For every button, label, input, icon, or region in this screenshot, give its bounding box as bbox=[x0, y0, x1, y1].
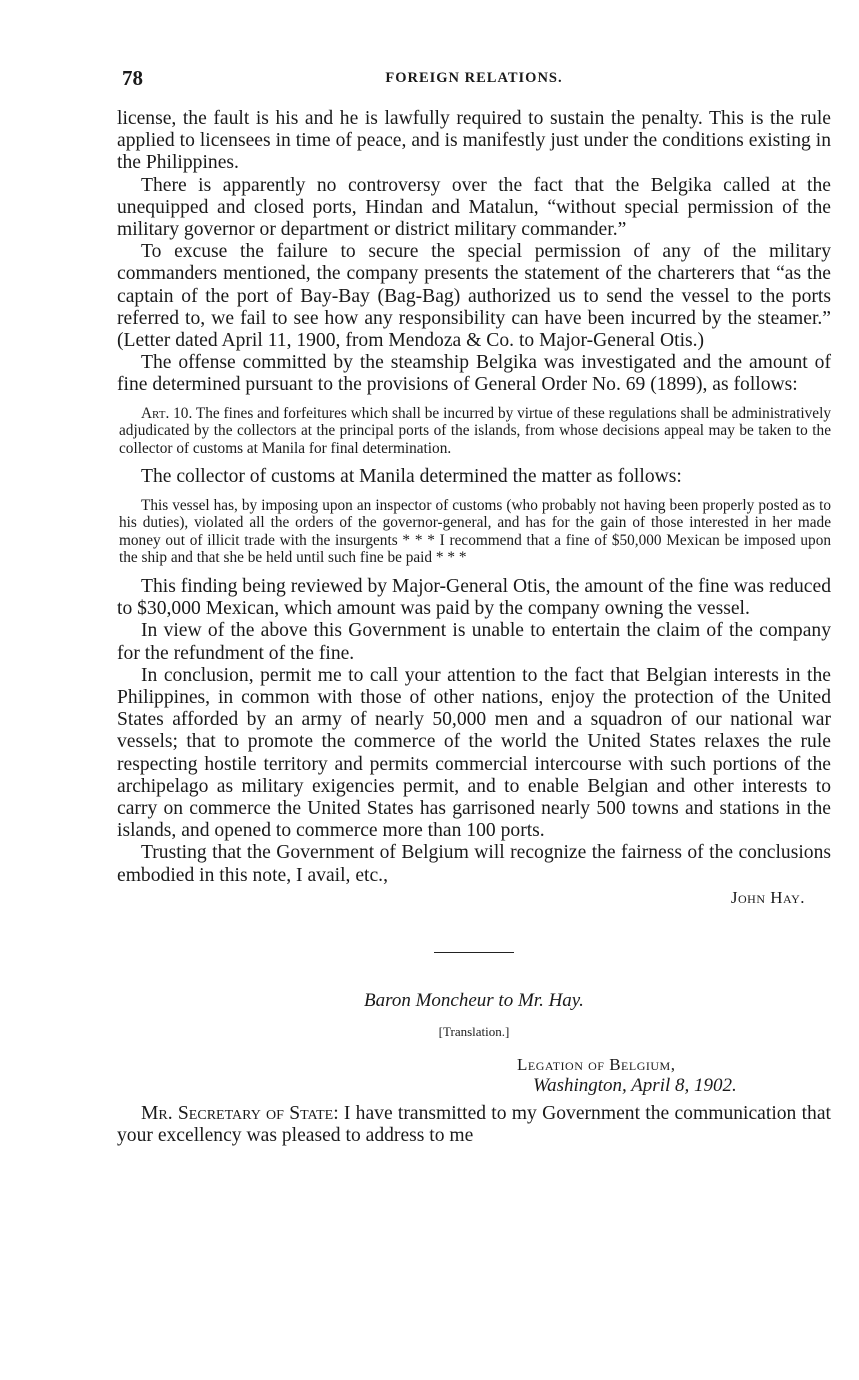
salutation: Mr. Secretary of State: bbox=[141, 1102, 339, 1124]
translation-note: [Translation.] bbox=[438, 1023, 510, 1039]
paragraph: In conclusion, permit me to call your attention to the fact that Belgian interests in the Philippines, in common with those of other nations, enjoy the protection of the United States afforded by an army of nearly 50,000 men and a squadron of our national war vessels; that to promote the commerce of the world the United States relaxes the rule respecting hostile territory and permits commercial intercourse with such portions of the archipelago as military exigencies permit, and to enable Belgian and other interests to carry on commerce the United States has garrisoned nearly 500 towns and stations in the islands, and opened to commerce more than 100 ports. bbox=[117, 664, 831, 842]
letter-text: I have transmitted to my Government the communication that your excellency was pleased to address to me bbox=[117, 1102, 831, 1147]
signature: John Hay. bbox=[730, 887, 805, 907]
legation-line: Legation of Belgium, bbox=[517, 1054, 676, 1074]
block-quote-collector: This vessel has, by imposing upon an inspector of customs (who probably not having been properly posted as to his duties), violated all the orders of the governor-general, and has for the gain of those interested in her made money out of illicit trade with the insurgents * * * I recommend that a fine of $50,000 Mexican be imposed upon the ship and that she be held until such fine be paid * * * bbox=[119, 496, 831, 567]
dateline: Washington, April 8, 1902. bbox=[533, 1074, 737, 1096]
paragraph: To excuse the failure to secure the special permission of any of the military commanders mentioned, the company presents the statement of the charterers that “as the captain of the port of Bay-Bay (Bag-Bag) authorized us to send the vessel to the ports referred to, we fail to see how any responsibility can have been incurred by the steamer.” (Letter dated April 11, 1900, from Mendoza & Co. to Major-General Otis.) bbox=[117, 241, 831, 352]
section-divider bbox=[434, 952, 514, 953]
paragraph: Trusting that the Government of Belgium will recognize the fairness of the conclusions embodied in this note, I avail, etc., bbox=[117, 842, 831, 886]
letter-opening-paragraph bbox=[117, 1103, 831, 1147]
block-quote-article bbox=[119, 405, 831, 458]
paragraph: license, the fault is his and he is lawfully required to sustain the penalty. This is the rule applied to licensees in time of peace, and is manifestly just under the conditions existing in the Philippines. bbox=[117, 108, 831, 174]
running-head: FOREIGN RELATIONS. bbox=[385, 70, 563, 86]
page-number: 78 bbox=[122, 66, 143, 90]
paragraph: There is apparently no controversy over the fact that the Belgika called at the unequipped and closed ports, Hindan and Matalun, “without special permission of the military governor or department or district military commander.” bbox=[117, 174, 831, 241]
paragraph: The offense committed by the steamship Belgika was investigated and the amount of fine determined pursuant to the provisions of General Order No. 69 (1899), as follows: bbox=[117, 352, 831, 396]
article-text: The fines and forfeitures which shall be incurred by virtue of these regulations shall be administratively adjudicated by the collectors at the principal ports of the islands, from whose decisions appeal may be taken to the collector of customs at Manila for final determination. bbox=[119, 404, 831, 457]
paragraph: In view of the above this Government is unable to entertain the claim of the company for the refundment of the fine. bbox=[117, 620, 831, 664]
page-body bbox=[117, 108, 831, 1147]
page-header bbox=[118, 66, 830, 90]
letter-heading: Baron Moncheur to Mr. Hay. bbox=[364, 989, 584, 1011]
paragraph: This finding being reviewed by Major-General Otis, the amount of the fine was reduced to $30,000 Mexican, which amount was paid by the company owning the vessel. bbox=[117, 576, 831, 620]
article-label: Art. 10. bbox=[141, 404, 193, 422]
paragraph: The collector of customs at Manila determined the matter as follows: bbox=[141, 466, 682, 488]
